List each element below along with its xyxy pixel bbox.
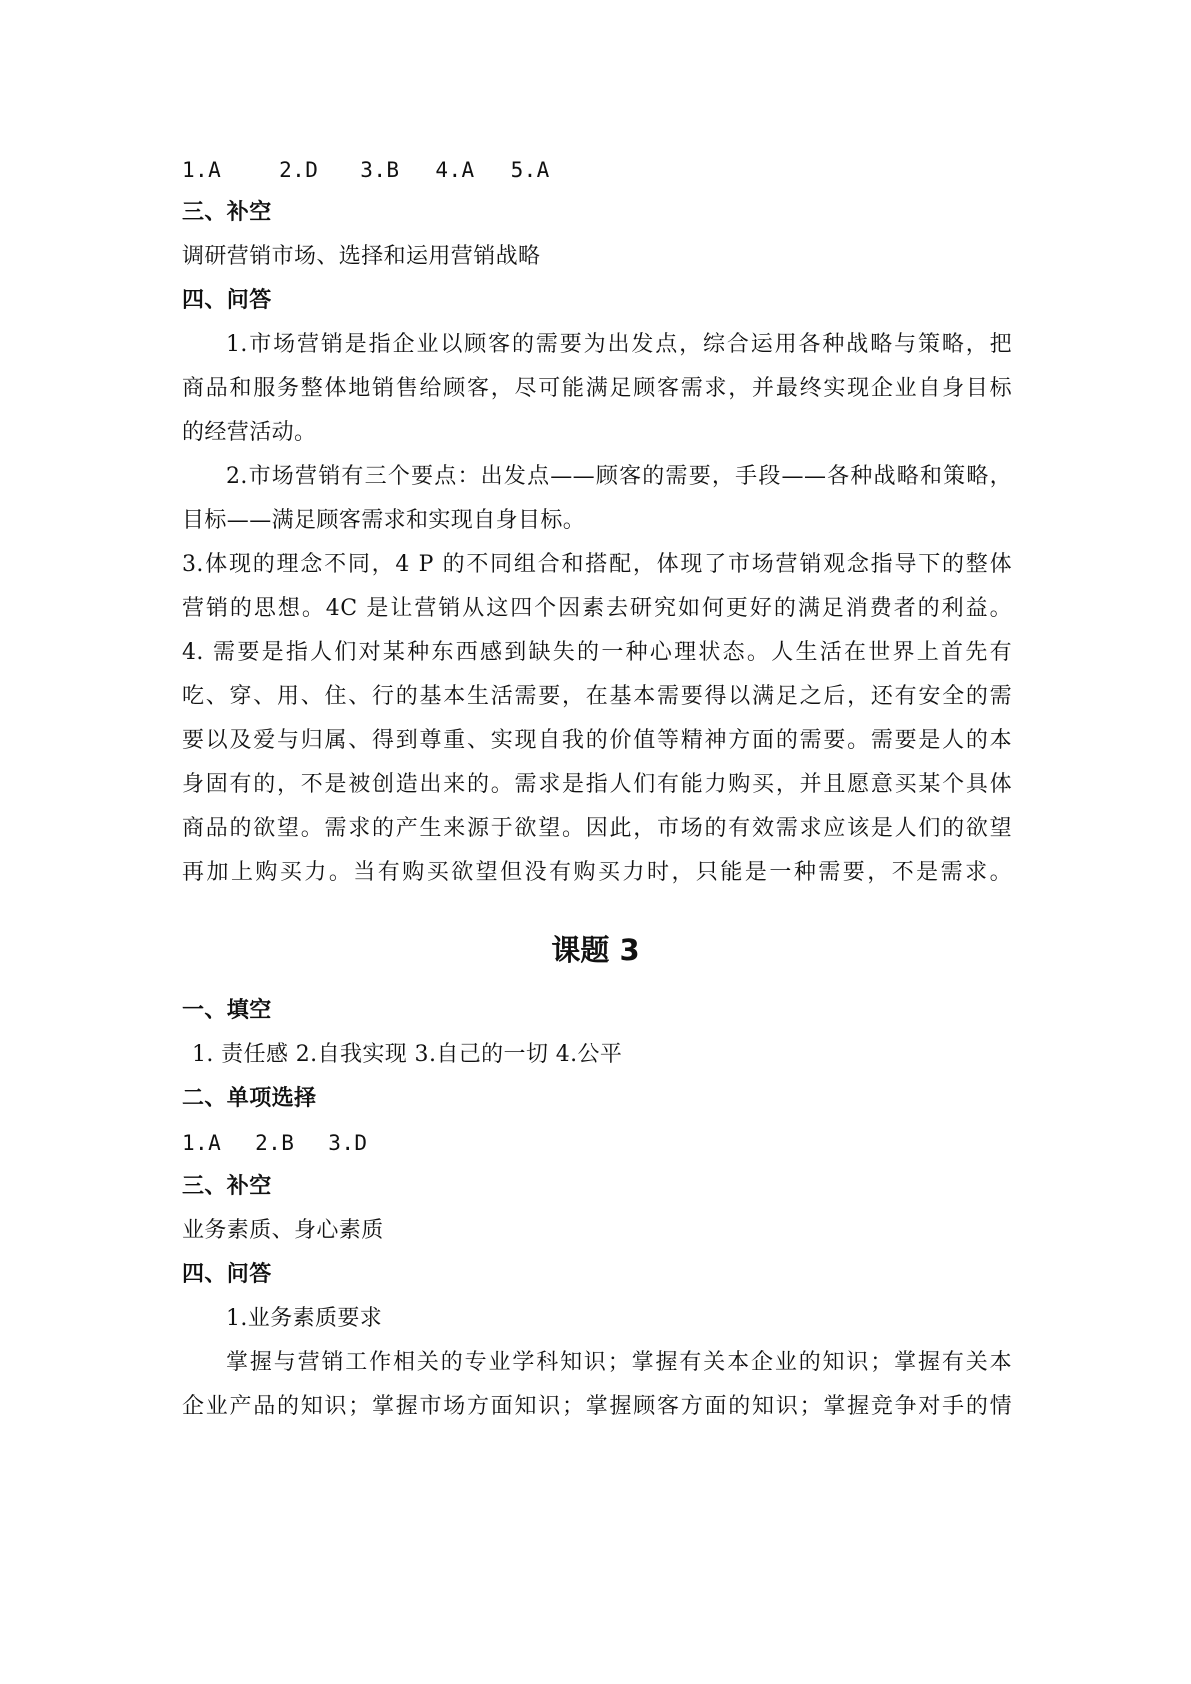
section-heading: 四、问答: [182, 1262, 272, 1287]
answer-text-line: 再加上购买力。当有购买欲望但没有购买力时，只能是一种需要，不是需求。: [182, 860, 1012, 885]
answer-text-line: 营销的思想。4C 是让营销从这四个因素去研究如何更好的满足消费者的利益。: [182, 596, 1012, 621]
section-title: 课题 3: [551, 933, 640, 967]
fill-answer: 调研营销市场、选择和运用营销战略: [182, 244, 541, 269]
choice-answer: 3.D: [328, 1131, 368, 1155]
section-heading: 二、单项选择: [182, 1086, 317, 1111]
answer-text-line: 掌握与营销工作相关的专业学科知识；掌握有关本企业的知识；掌握有关本: [226, 1350, 1012, 1375]
answer-text-line: 商品的欲望。需求的产生来源于欲望。因此，市场的有效需求应该是人们的欲望: [182, 816, 1012, 841]
blank-answer: 1. 责任感 2.自我实现 3.自己的一切 4.公平: [192, 1042, 623, 1067]
choice-answer: 5.A: [510, 158, 550, 182]
answer-text-line: 吃、穿、用、住、行的基本生活需要，在基本需要得以满足之后，还有安全的需: [182, 684, 1012, 709]
section-heading: 四、问答: [182, 288, 272, 313]
answer-text-line: 2.市场营销有三个要点：出发点——顾客的需要，手段——各种战略和策略，: [226, 464, 1012, 489]
answer-text-line: 要以及爱与归属、得到尊重、实现自我的价值等精神方面的需要。需要是人的本: [182, 728, 1012, 753]
answer-text-line: 商品和服务整体地销售给顾客，尽可能满足顾客需求，并最终实现企业自身目标: [182, 376, 1012, 401]
section-heading: 三、补空: [182, 1174, 272, 1199]
answer-text-line: 3.体现的理念不同，4 P 的不同组合和搭配，体现了市场营销观念指导下的整体: [182, 552, 1012, 577]
choice-answer: 1.A: [182, 158, 222, 182]
choice-answer: 3.B: [360, 158, 400, 182]
section-heading: 一、填空: [182, 998, 272, 1023]
answer-text-line: 目标——满足顾客需求和实现自身目标。: [182, 508, 586, 533]
fill-answer: 业务素质、身心素质: [182, 1218, 384, 1243]
answer-text-line: 身固有的，不是被创造出来的。需求是指人们有能力购买，并且愿意买某个具体: [182, 772, 1012, 797]
section-heading: 三、补空: [182, 200, 272, 225]
choice-answer: 4.A: [435, 158, 475, 182]
answer-text-line: 的经营活动。: [182, 420, 317, 445]
choice-answers: [182, 155, 1012, 185]
choice-answer: 2.D: [279, 158, 319, 182]
answer-text-line: 企业产品的知识；掌握市场方面知识；掌握顾客方面的知识；掌握竞争对手的情: [182, 1394, 1012, 1419]
choice-answers: [182, 1128, 1012, 1158]
choice-answer: 1.A: [182, 1131, 222, 1155]
choice-answer: 2.B: [255, 1131, 295, 1155]
answer-text-line: 1.市场营销是指企业以顾客的需要为出发点，综合运用各种战略与策略，把: [226, 332, 1012, 357]
answer-text-line: 1.业务素质要求: [226, 1306, 383, 1331]
answer-text-line: 4. 需要是指人们对某种东西感到缺失的一种心理状态。人生活在世界上首先有: [182, 640, 1012, 665]
